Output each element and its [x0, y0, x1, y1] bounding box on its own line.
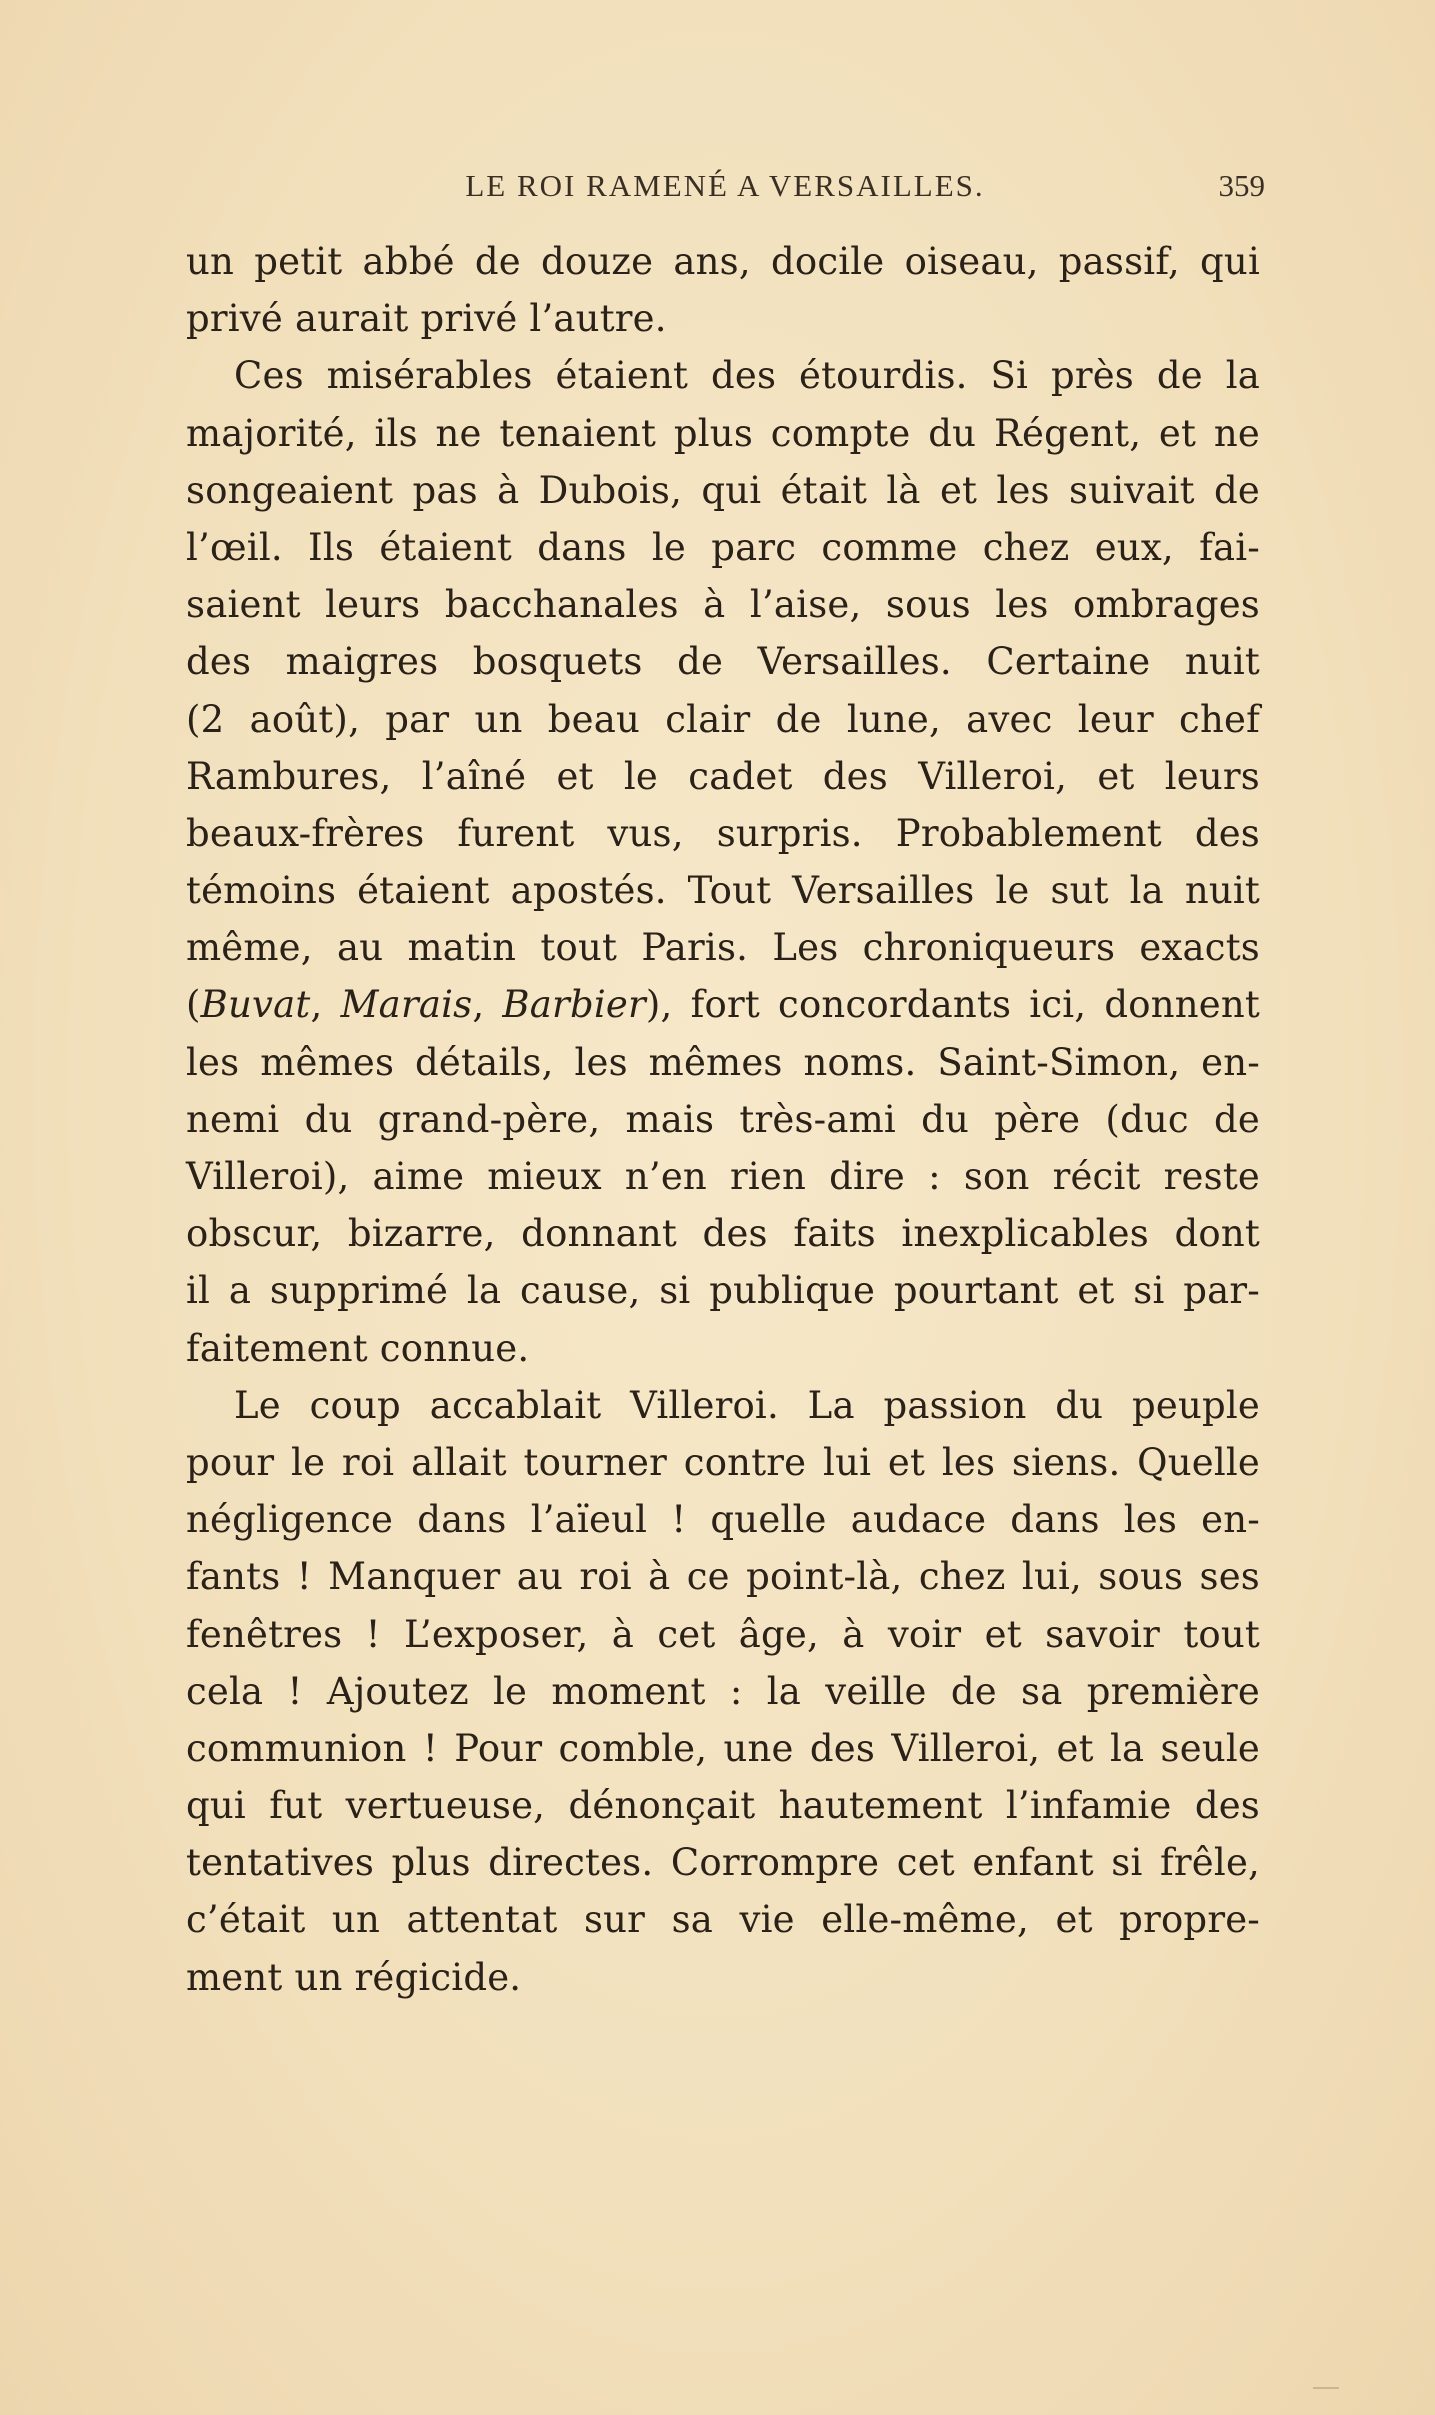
text-line: communion ! Pour comble, une des Villeroi, et la seule: [186, 1726, 1260, 1770]
citation-rest: ), fort concordants ici, donnent: [645, 983, 1260, 1027]
text-line: songeaient pas à Dubois, qui était là et les suivait de: [186, 468, 1260, 512]
text-line: Ces misérables étaient des étourdis. Si près de la: [234, 354, 1260, 398]
text-line: (2 août), par un beau clair de lune, avec leur chef: [186, 697, 1260, 741]
citation-separator: ,: [472, 983, 503, 1027]
text-line: fants ! Manquer au roi à ce point-là, chez lui, sous ses: [186, 1555, 1260, 1599]
text-line: nemi du grand-père, mais très-ami du père (duc de: [186, 1097, 1260, 1141]
text-line: Rambures, l’aîné et le cadet des Villeroi, et leurs: [186, 754, 1260, 798]
text-line: ment un régicide.: [186, 1955, 522, 1999]
citation-marais: Marais: [340, 983, 473, 1027]
text-line: obscur, bizarre, donnant des faits inexplicables dont: [186, 1212, 1260, 1256]
text-line: Le coup accablait Villeroi. La passion du peuple: [234, 1383, 1260, 1427]
corner-mark: [1313, 2387, 1339, 2389]
running-title: LE ROI RAMENÉ A VERSAILLES.: [465, 168, 985, 203]
text-line: qui fut vertueuse, dénonçait hautement l’infamie des: [186, 1784, 1260, 1828]
text-line: majorité, ils ne tenaient plus compte du Régent, et ne: [186, 411, 1260, 455]
citation-open: (: [186, 983, 201, 1027]
text-line: témoins étaient apostés. Tout Versailles le sut la nuit: [186, 869, 1260, 913]
text-line: les mêmes détails, les mêmes noms. Saint-Simon, en-: [186, 1040, 1260, 1084]
text-line: négligence dans l’aïeul ! quelle audace dans les en-: [186, 1498, 1260, 1542]
text-line: faitement connue.: [186, 1326, 530, 1370]
running-head: [185, 168, 1265, 212]
citation-barbier: Barbier: [502, 983, 646, 1027]
text-line: pour le roi allait tourner contre lui et les siens. Quelle: [186, 1440, 1260, 1484]
text-line: même, au matin tout Paris. Les chroniqueurs exacts: [186, 926, 1260, 970]
text-line: des maigres bosquets de Versailles. Certaine nuit: [186, 640, 1260, 684]
text-line: Villeroi), aime mieux n’en rien dire : son récit reste: [186, 1155, 1260, 1198]
text-line: l’œil. Ils étaient dans le parc comme chez eux, fai-: [186, 525, 1260, 569]
text-line: cela ! Ajoutez le moment : la veille de sa première: [186, 1669, 1260, 1713]
text-line: c’était un attentat sur sa vie elle-même, et propre-: [186, 1898, 1260, 1942]
text-line-citations: [186, 976, 1260, 1033]
page-number: 359: [1218, 168, 1265, 203]
text-line: privé aurait privé l’autre.: [186, 297, 667, 341]
text-line: un petit abbé de douze ans, docile oiseau, passif, qui: [186, 240, 1260, 283]
citation-buvat: Buvat: [200, 983, 311, 1027]
body-text: [186, 233, 1260, 2006]
text-line: tentatives plus directes. Corrompre cet enfant si frêle,: [186, 1841, 1260, 1885]
text-line: saient leurs bacchanales à l’aise, sous les ombrages: [186, 583, 1260, 627]
text-line: beaux-frères furent vus, surpris. Probablement des: [186, 811, 1260, 855]
text-line: il a supprimé la cause, si publique pourtant et si par-: [186, 1269, 1260, 1313]
text-line: fenêtres ! L’exposer, à cet âge, à voir et savoir tout: [186, 1612, 1260, 1656]
citation-separator: ,: [310, 983, 341, 1027]
